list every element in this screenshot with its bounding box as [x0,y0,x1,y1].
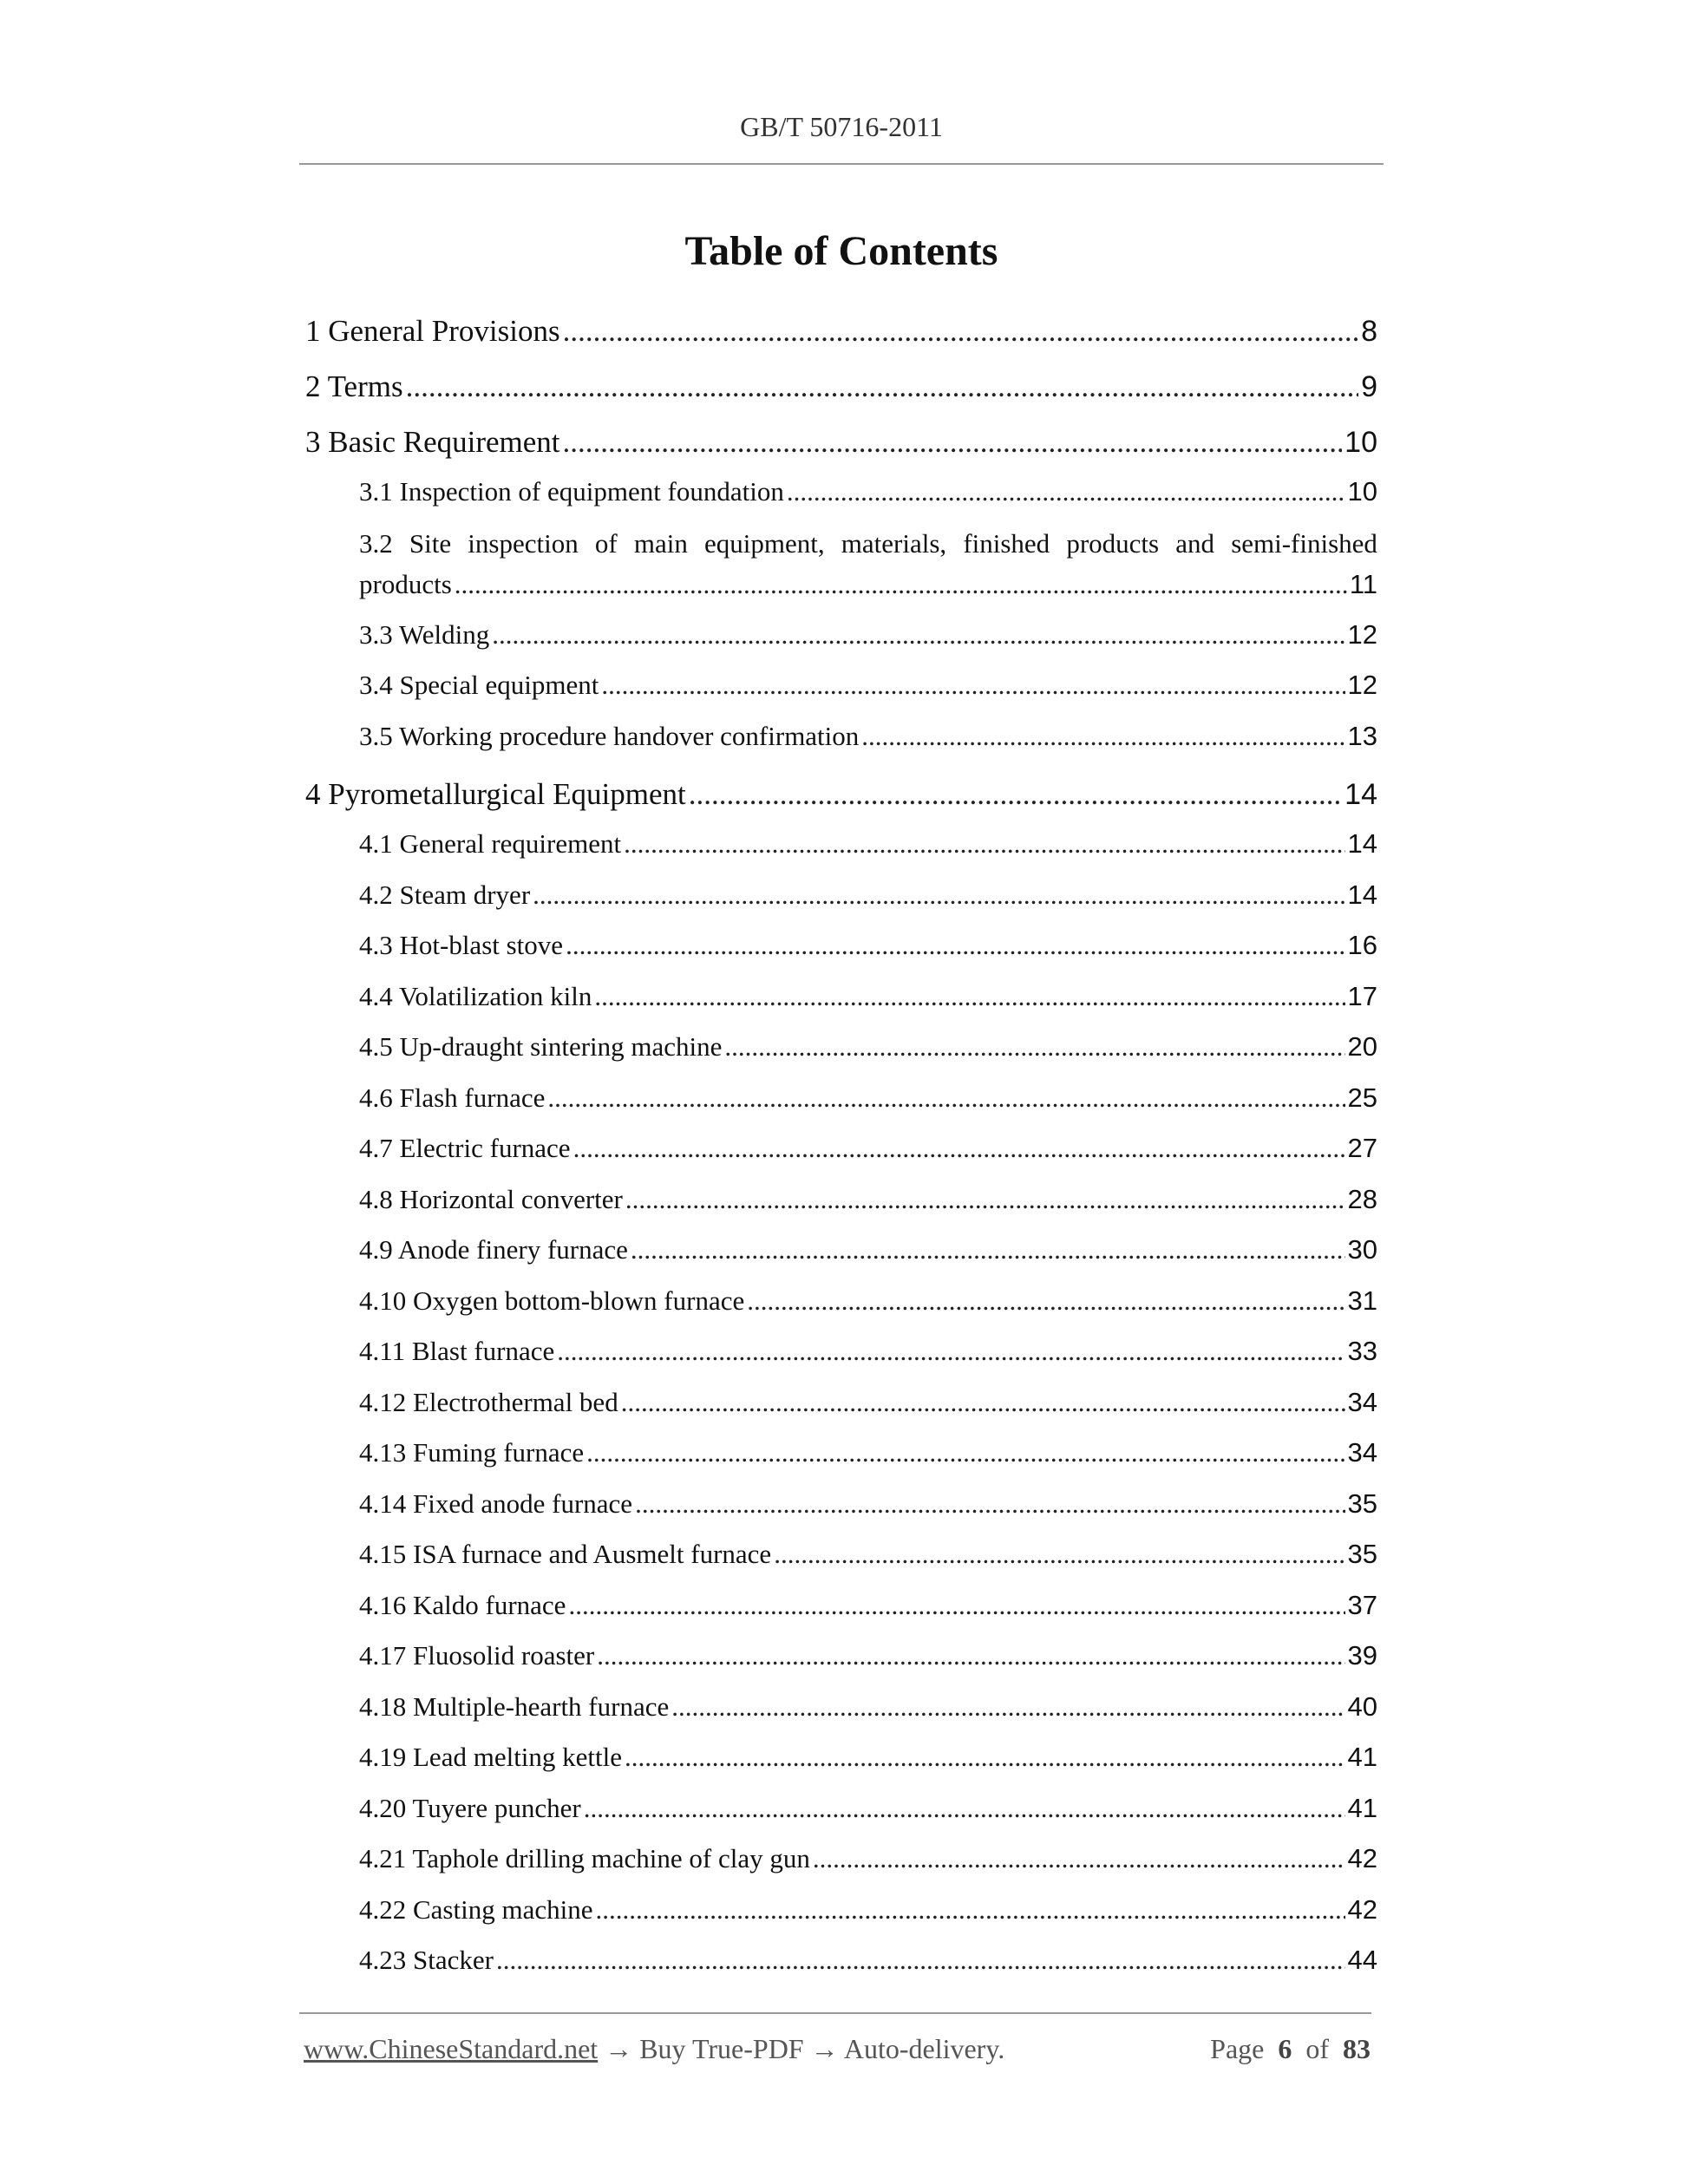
current-page-number: 6 [1278,2033,1292,2064]
toc-entry-4-10[interactable] [305,1276,1377,1327]
toc-entry-label: 3 Basic Requirement [305,425,560,459]
toc-entry-4-18[interactable] [305,1682,1377,1733]
page-footer [304,2033,1371,2065]
toc-entry-page: 35 [1347,1488,1377,1519]
toc-entry-4-9[interactable] [305,1225,1377,1276]
toc-entry-label: 4.16 Kaldo furnace [359,1589,566,1620]
toc-entry-page: 31 [1347,1285,1377,1316]
toc-entry-label: products [359,568,452,599]
toc-entry-label: 1 General Provisions [305,314,560,348]
dot-leader [601,660,1345,711]
toc-entry-4-22[interactable] [305,1885,1377,1936]
dot-leader [625,1174,1345,1226]
dot-leader [563,415,1343,470]
toc-entry-page: 14 [1347,828,1377,859]
toc-entry-label: 4.6 Flash furnace [359,1082,546,1113]
dot-leader [813,1834,1345,1885]
dot-leader [624,819,1345,870]
dot-leader [631,1225,1345,1276]
dot-leader [861,711,1345,762]
dot-leader [671,1682,1345,1733]
footer-divider [299,2012,1371,2014]
dot-leader [533,870,1345,921]
site-link[interactable]: www.ChineseStandard.net [304,2033,599,2064]
toc-entry-page: 8 [1361,315,1377,348]
toc-entry-label: 4.17 Fluosolid roaster [359,1640,595,1671]
dot-leader [568,1580,1345,1631]
total-pages-number: 83 [1343,2033,1371,2064]
toc-entry-page: 41 [1347,1742,1377,1772]
toc-entry-4-14[interactable] [305,1479,1377,1530]
toc-entry-label: 4.9 Anode finery furnace [359,1234,628,1265]
toc-entry-4-17[interactable] [305,1631,1377,1682]
toc-entry-label: 4.2 Steam dryer [359,879,531,910]
toc-entry-page: 12 [1347,670,1377,700]
toc-entry-4-7[interactable] [305,1123,1377,1174]
toc-entry-label: 4.4 Volatilization kiln [359,980,592,1011]
toc-entry-page: 33 [1347,1336,1377,1366]
toc-entry-4-23[interactable] [305,1935,1377,1986]
toc-entry-label: 4.1 General requirement [359,828,622,859]
toc-entry-4-2[interactable] [305,870,1377,921]
toc-entry-label: 3.3 Welding [359,618,490,650]
footer-promo [304,2033,1004,2065]
toc-entry-label: 4.13 Fuming furnace [359,1437,585,1468]
toc-entry-page: 11 [1349,568,1377,599]
toc-entry-page: 28 [1347,1183,1377,1214]
toc-entry-page: 42 [1347,1843,1377,1873]
toc-entry-label: 4.22 Casting machine [359,1893,593,1925]
toc-entry-label: 4.23 Stacker [359,1945,494,1975]
arrow-right-icon: → [810,2033,839,2064]
toc-entry-page: 44 [1347,1945,1377,1975]
toc-entry-page: 9 [1361,370,1377,403]
dot-leader [625,1732,1345,1783]
toc-entry-4-6[interactable] [305,1073,1377,1124]
dot-leader [774,1529,1345,1580]
toc-entry-page: 34 [1347,1437,1377,1468]
toc-entry-4-4[interactable] [305,971,1377,1023]
dot-leader [635,1479,1345,1530]
toc-entry-page: 42 [1347,1893,1377,1925]
of-word: of [1305,2033,1329,2064]
dot-leader [594,971,1345,1023]
toc-entry-label: 4.20 Tuyere puncher [359,1792,581,1823]
toc-entry-4-13[interactable] [305,1428,1377,1479]
toc-entry-4-5[interactable] [305,1022,1377,1073]
toc-entry-label-line: 3.2 Site inspection of main equipment, materials, finished products and semi-finished [359,527,1377,559]
toc-entry-label: 4.19 Lead melting kettle [359,1742,623,1772]
dot-leader [496,1935,1345,1986]
toc-entry-page: 10 [1345,426,1377,459]
dot-leader [747,1276,1345,1327]
dot-leader [597,1631,1345,1682]
toc-entry-4-12[interactable] [305,1377,1377,1429]
toc-entry-page: 13 [1347,720,1377,751]
toc-entry-page: 35 [1347,1539,1377,1569]
toc-entry-4-21[interactable] [305,1834,1377,1885]
toc-entry-label: 3.1 Inspection of equipment foundation [359,476,784,507]
toc-entry-label: 4 Pyrometallurgical Equipment [305,777,686,811]
toc-entry-page: 12 [1347,618,1377,650]
toc-entry-4-16[interactable] [305,1580,1377,1631]
dot-leader [563,304,1359,359]
toc-entry-page: 20 [1347,1031,1377,1062]
toc-entry-page: 25 [1347,1082,1377,1113]
toc-entry-4[interactable] [305,767,1377,822]
dot-leader [595,1885,1345,1936]
dot-leader [621,1377,1345,1429]
dot-leader [406,359,1358,415]
page-number-indicator [1210,2033,1371,2065]
toc-entry-4-11[interactable] [305,1326,1377,1377]
toc-entry-label: 3.4 Special equipment [359,670,599,700]
toc-entry-page: 17 [1347,980,1377,1011]
toc-entry-page: 10 [1347,476,1377,507]
dot-leader [557,1326,1345,1377]
dot-leader [547,1073,1345,1124]
toc-entry-label: 4.7 Electric furnace [359,1133,571,1163]
toc-entry-page: 34 [1347,1386,1377,1417]
toc-entry-3-4[interactable] [305,660,1377,711]
dot-leader [566,920,1345,971]
toc-entry-label: 4.5 Up-draught sintering machine [359,1031,723,1062]
toc-entry-label: 4.14 Fixed anode furnace [359,1488,633,1519]
dot-leader [455,564,1347,605]
auto-delivery-text: Auto-delivery. [843,2033,1005,2064]
document-code-header: GB/T 50716-2011 [740,111,943,142]
toc-entry-3-2[interactable] [305,523,1377,605]
toc-entry-4-1[interactable] [305,819,1377,870]
toc-entry-label: 4.15 ISA furnace and Ausmelt furnace [359,1539,772,1569]
toc-entry-4-15[interactable] [305,1529,1377,1580]
header-divider [299,163,1384,165]
toc-entry-4-20[interactable] [305,1783,1377,1834]
dot-leader [586,1428,1345,1479]
toc-entry-page: 39 [1347,1640,1377,1671]
toc-entry-2[interactable] [305,359,1377,415]
dot-leader [787,467,1345,518]
dot-leader [492,610,1345,661]
table-of-contents [305,304,1377,1986]
toc-entry-label: 4.21 Taphole drilling machine of clay gun [359,1843,810,1873]
arrow-right-icon: → [605,2033,633,2064]
toc-entry-page: 30 [1347,1234,1377,1265]
toc-entry-label: 4.12 Electrothermal bed [359,1386,618,1417]
page-word: Page [1210,2033,1265,2064]
toc-entry-label: 4.3 Hot-blast stove [359,930,564,960]
toc-entry-page: 14 [1347,879,1377,910]
dot-leader [724,1022,1345,1073]
dot-leader [584,1783,1345,1834]
toc-entry-page: 14 [1345,778,1377,811]
toc-entry-page: 40 [1347,1690,1377,1722]
toc-entry-3[interactable] [305,415,1377,470]
toc-entry-label: 2 Terms [305,369,403,403]
toc-entry-1[interactable] [305,304,1377,359]
dot-leader [573,1123,1345,1174]
toc-entry-4-8[interactable] [305,1174,1377,1226]
page-title: Table of Contents [684,228,998,274]
toc-entry-label: 4.8 Horizontal converter [359,1183,623,1214]
toc-entry-page: 16 [1347,930,1377,960]
toc-entry-page: 41 [1347,1792,1377,1823]
toc-entry-continuation [359,564,1377,605]
toc-entry-4-19[interactable] [305,1732,1377,1783]
toc-entry-label: 3.5 Working procedure handover confirmation [359,720,860,751]
toc-entry-label: 4.10 Oxygen bottom-blown furnace [359,1285,745,1316]
toc-entry-label: 4.18 Multiple-hearth furnace [359,1690,670,1722]
toc-entry-page: 37 [1347,1589,1377,1620]
toc-entry-4-3[interactable] [305,920,1377,971]
buy-true-pdf-text: Buy True-PDF [639,2033,804,2064]
toc-entry-3-3[interactable] [305,610,1377,661]
dot-leader [689,767,1342,822]
toc-entry-3-5[interactable] [305,711,1377,762]
toc-entry-3-1[interactable] [305,467,1377,518]
toc-entry-label: 4.11 Blast furnace [359,1336,555,1366]
toc-entry-page: 27 [1347,1133,1377,1163]
